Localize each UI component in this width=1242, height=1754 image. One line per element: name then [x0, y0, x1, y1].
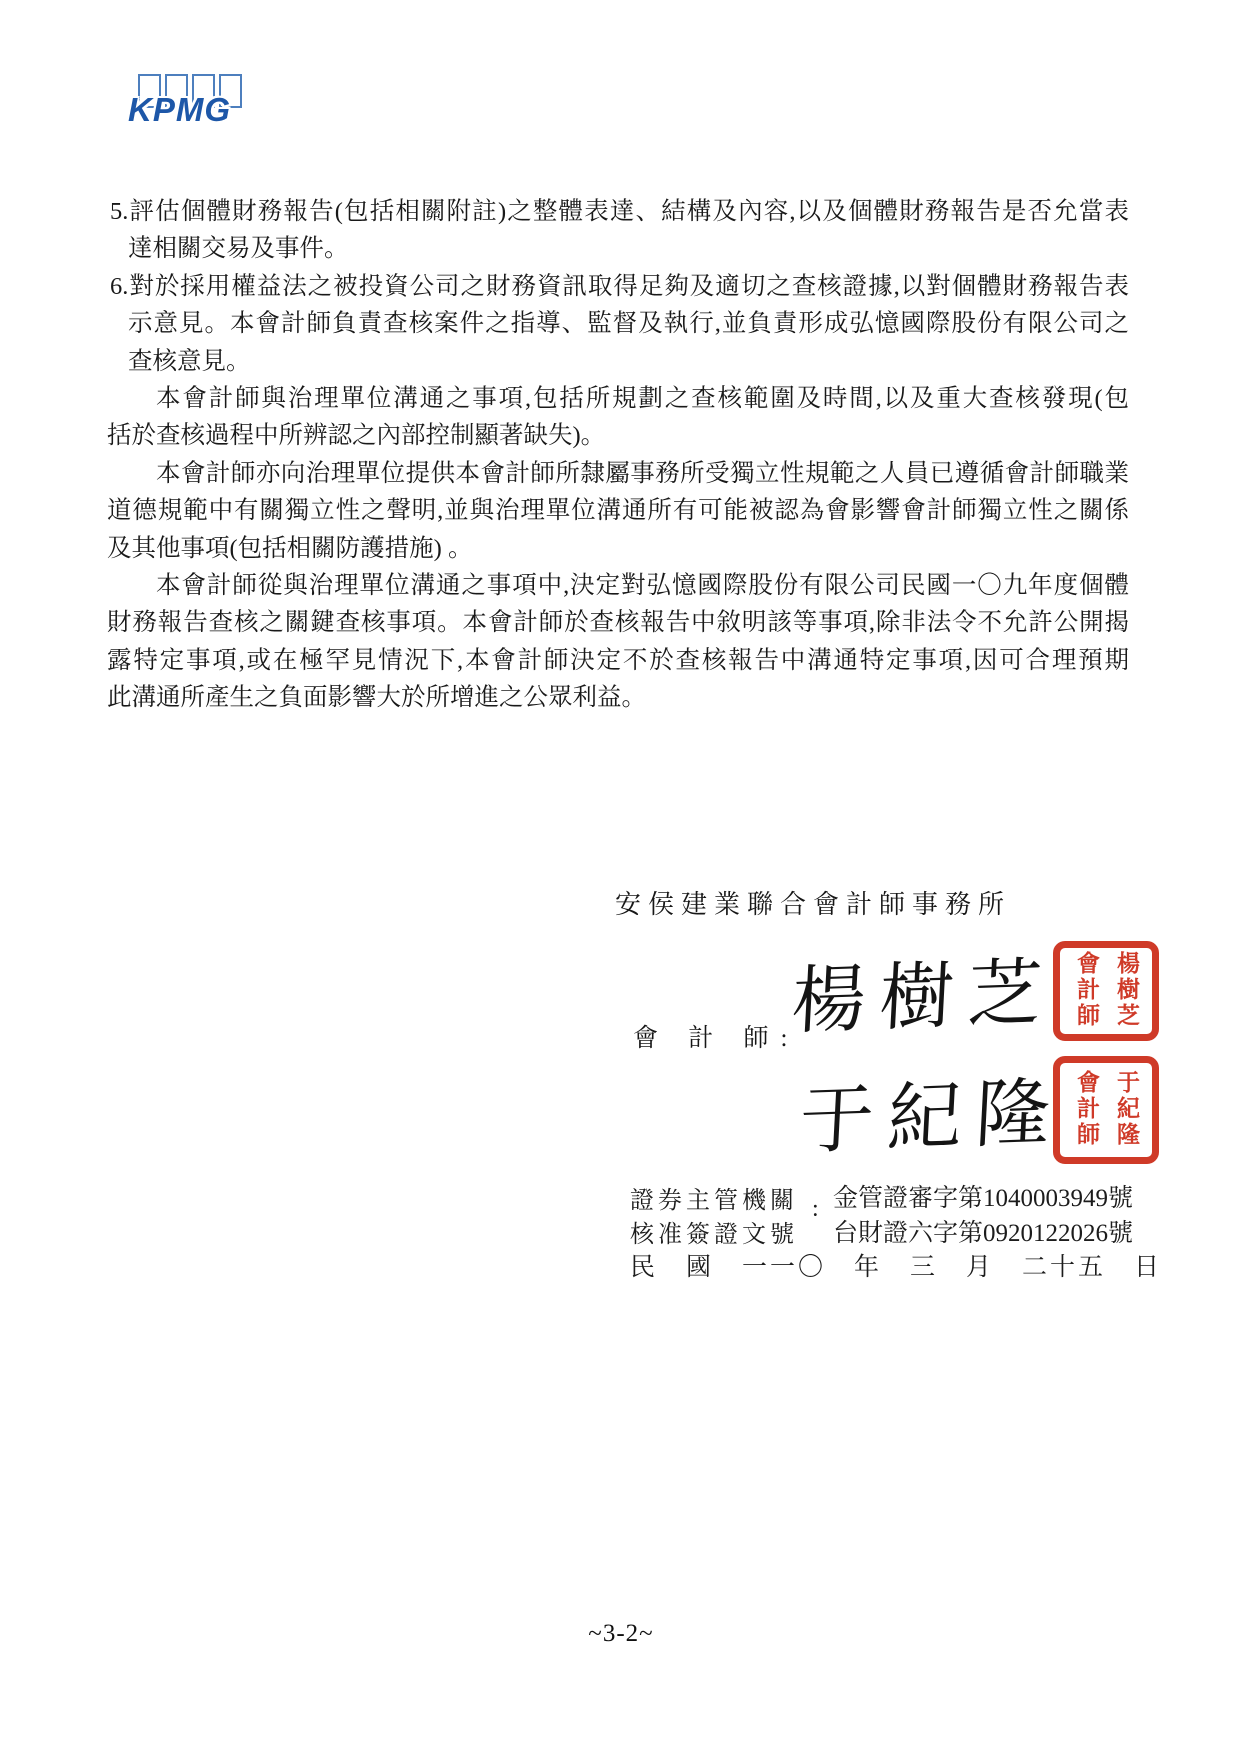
body-line: 本會計師與治理單位溝通之事項,包括所規劃之查核範圍及時間,以及重大查核發現(包 — [156, 385, 1129, 413]
signature-yang-shu-chih: 楊樹芝 — [789, 949, 1058, 1045]
body-line: 道德規範中有關獨立性之聲明,並與治理單位溝通所有可能被認為會影響會計師獨立性之關係 — [107, 497, 1129, 525]
cpa-label: 會 計 師: — [633, 1025, 800, 1052]
body-line: 括於查核過程中所辨認之內部控制顯著缺失)。 — [107, 422, 606, 450]
body-line: 及其他事項(包括相關防護措施) 。 — [107, 534, 473, 562]
audit-report-body — [107, 193, 1129, 717]
red-seal-yang — [1053, 941, 1159, 1041]
body-line: 達相關交易及事件。 — [128, 235, 349, 263]
kpmg-logo — [128, 74, 278, 136]
approval-number-2: 台財證六字第0920122026號 — [833, 1220, 1134, 1247]
body-line: 財務報告查核之關鍵查核事項。本會計師於查核報告中敘明該等事項,除非法令不允許公開揭 — [107, 609, 1129, 637]
body-line: 5.評估個體財務報告(包括相關附註)之整體表達、結構及內容,以及個體財務報告是否允當表 — [110, 198, 1129, 225]
red-seal-yu — [1053, 1056, 1159, 1164]
body-line: 露特定事項,或在極罕見情況下,本會計師決定不於查核報告中溝通特定事項,因可合理預期 — [107, 646, 1129, 674]
kpmg-wordmark: KPMG — [128, 91, 231, 128]
body-line: 示意見。本會計師負責查核案件之指導、監督及執行,並負責形成弘憶國際股份有限公司之 — [128, 310, 1129, 338]
roc-date: 民 國 一一〇 年 三 月 二十五 日 — [630, 1254, 1163, 1281]
body-line: 查核意見。 — [128, 347, 251, 375]
regulator-colon: : — [812, 1196, 819, 1222]
accounting-firm-name: 安侯建業聯合會計師事務所 — [615, 890, 1012, 919]
regulator-label-line-1: 證券主管機關 — [630, 1188, 798, 1214]
body-line: 6.對於採用權益法之被投資公司之財務資訊取得足夠及適切之查核證據,以對個體財務報告表 — [110, 272, 1129, 300]
seal-text: 楊樹芝會計師 — [1074, 951, 1139, 1029]
approval-number-1: 金管證審字第1040003949號 — [833, 1185, 1134, 1212]
seal-text: 于紀隆會計師 — [1074, 1070, 1139, 1148]
page-number: ~3-2~ — [588, 1620, 654, 1647]
regulator-label-line-2: 核准簽證文號 — [630, 1222, 798, 1248]
body-line: 本會計師從與治理單位溝通之事項中,決定對弘憶國際股份有限公司民國一〇九年度個體 — [156, 572, 1129, 600]
body-line: 此溝通所產生之負面影響大於所增進之公眾利益。 — [107, 684, 646, 712]
body-line: 本會計師亦向治理單位提供本會計師所隸屬事務所受獨立性規範之人員已遵循會計師職業 — [156, 459, 1129, 487]
signature-yu-chi-lung: 于紀隆 — [797, 1069, 1066, 1165]
